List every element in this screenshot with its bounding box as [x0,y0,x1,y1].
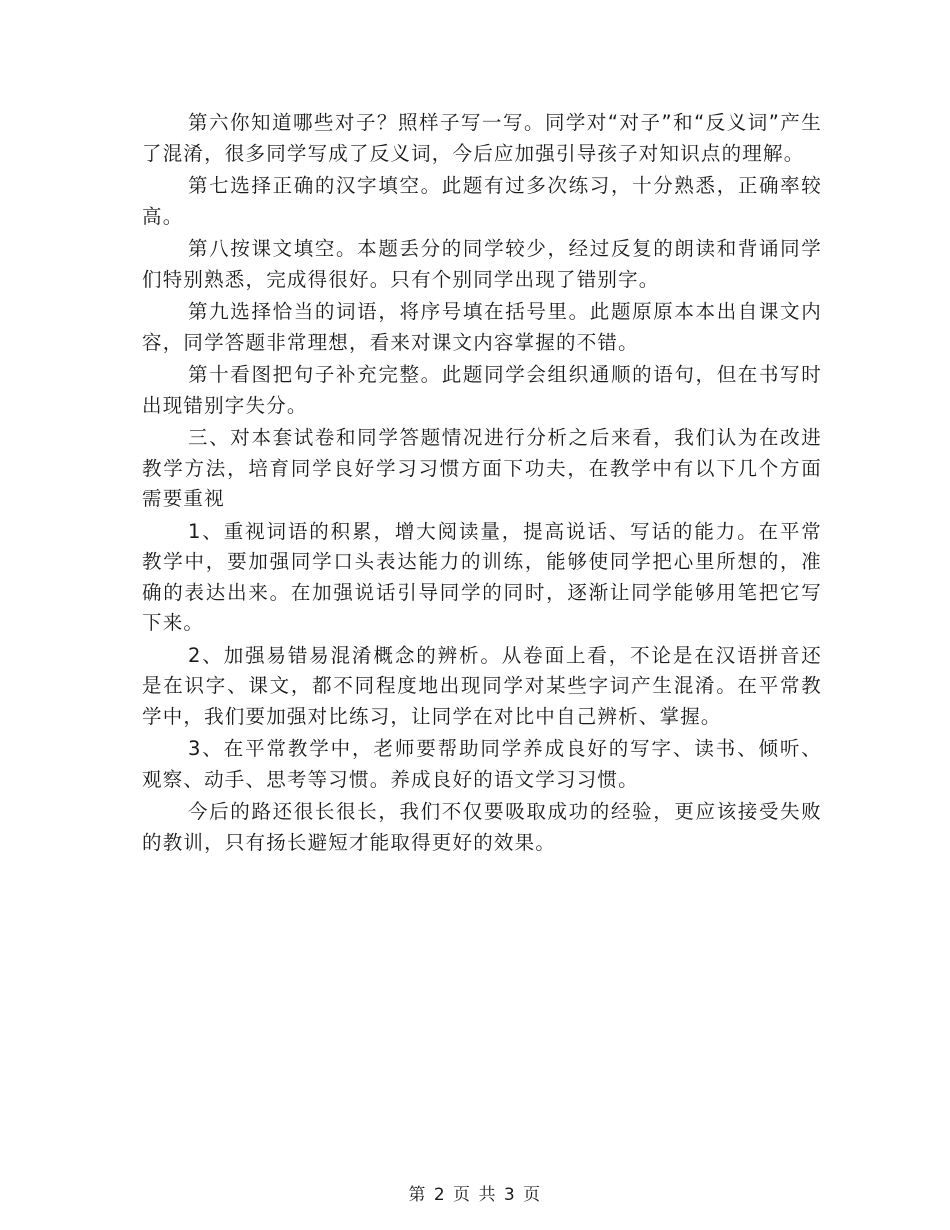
section-three-intro: 三、对本套试卷和同学答题情况进行分析之后来看，我们认为在改进教学方法，培育同学良好学习习惯方面下功夫，在教学中有以下几个方面需要重视 [142,426,822,510]
point-1: 1、重视词语的积累，增大阅读量，提高说话、写话的能力。在平常教学中，要加强同学口头表达能力的训练，能够使同学把心里所想的，准确的表达出来。在加强说话引导同学的同时，逐渐让同学能够用笔把它写下来。 [142,519,822,634]
document-body [142,108,822,860]
paragraph-6: 第六你知道哪些对子？照样子写一写。同学对“对子”和“反义词”产生了混淆，很多同学写成了反义词，今后应加强引导孩子对知识点的理解。 [142,111,822,165]
conclusion-paragraph: 今后的路还很长很长，我们不仅要吸取成功的经验，更应该接受失败的教训，只有扬长避短才能取得更好的效果。 [142,800,822,854]
paragraph-8: 第八按课文填空。本题丢分的同学较少，经过反复的朗读和背诵同学们特别熟悉，完成得很好。只有个别同学出现了错别字。 [142,237,822,291]
paragraph-10: 第十看图把句子补充完整。此题同学会组织通顺的语句，但在书写时出现错别字失分。 [142,363,822,417]
paragraph-9: 第九选择恰当的词语，将序号填在括号里。此题原原本本出自课文内容，同学答题非常理想，看来对课文内容掌握的不错。 [142,300,822,354]
point-3: 3、在平常教学中，老师要帮助同学养成良好的写字、读书、倾听、观察、动手、思考等习惯。养成良好的语文学习习惯。 [142,737,822,791]
paragraph-7: 第七选择正确的汉字填空。此题有过多次练习，十分熟悉，正确率较高。 [142,174,822,228]
point-2: 2、加强易错易混淆概念的辨析。从卷面上看，不论是在汉语拼音还是在识字、课文，都不同程度地出现同学对某些字词产生混淆。在平常教学中，我们要加强对比练习，让同学在对比中自己辨析、掌握。 [142,643,822,728]
page-number-footer: 第 2 页 共 3 页 [408,1185,542,1205]
